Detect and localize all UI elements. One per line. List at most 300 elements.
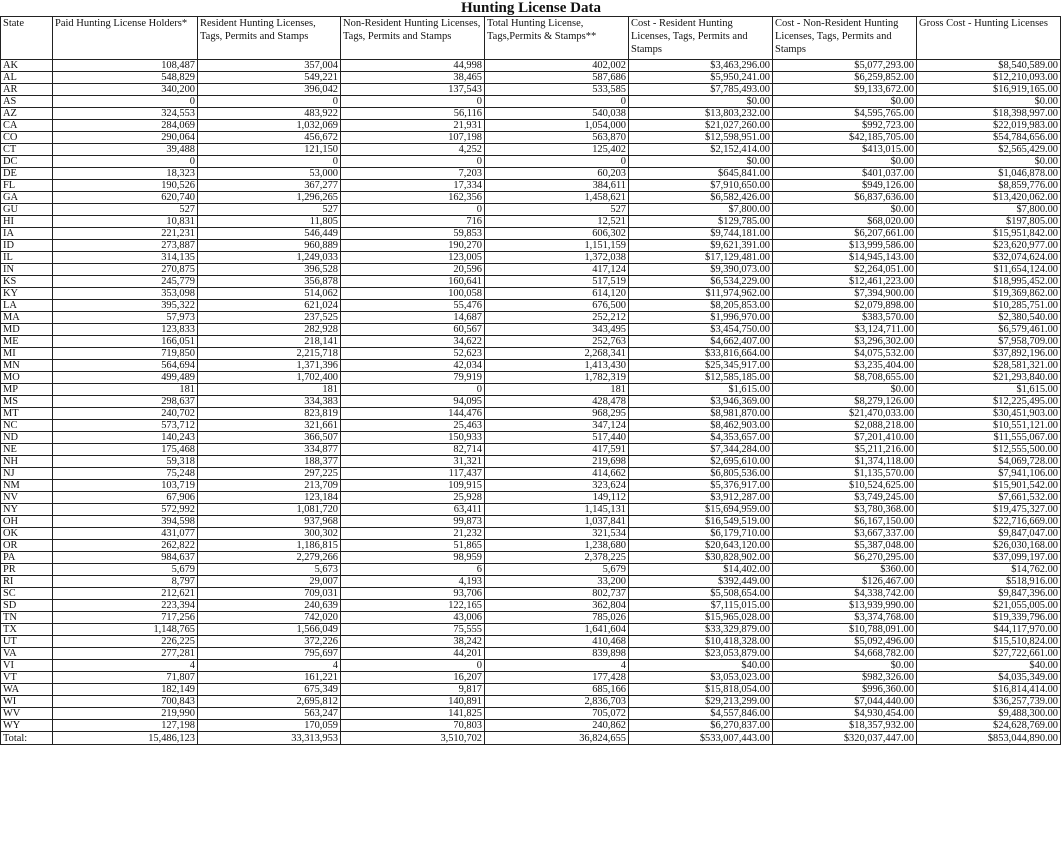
value-cell: $40.00 (917, 660, 1061, 672)
value-cell: 4 (485, 660, 629, 672)
value-cell: 75,248 (53, 468, 198, 480)
value-cell: $4,035,349.00 (917, 672, 1061, 684)
state-cell: NY (1, 504, 53, 516)
value-cell: $12,225,495.00 (917, 396, 1061, 408)
column-header: Non-Resident Hunting Licenses, Tags, Permits and Stamps (341, 17, 485, 60)
value-cell: 396,042 (198, 84, 341, 96)
state-cell: IA (1, 228, 53, 240)
value-cell: 237,525 (198, 312, 341, 324)
value-cell: 367,277 (198, 180, 341, 192)
value-cell: $7,785,493.00 (629, 84, 773, 96)
total-label: Total: (1, 732, 53, 745)
value-cell: $15,818,054.00 (629, 684, 773, 696)
value-cell: 109,915 (341, 480, 485, 492)
value-cell: 51,865 (341, 540, 485, 552)
value-cell: 2,695,812 (198, 696, 341, 708)
value-cell: $17,129,481.00 (629, 252, 773, 264)
value-cell: 1,032,069 (198, 120, 341, 132)
value-cell: $6,207,661.00 (773, 228, 917, 240)
table-row (1, 708, 1061, 720)
table-row (1, 168, 1061, 180)
column-header: Total Hunting License, Tags,Permits & Stamps** (485, 17, 629, 60)
value-cell: $14,762.00 (917, 564, 1061, 576)
value-cell: 16,207 (341, 672, 485, 684)
value-cell: $383,570.00 (773, 312, 917, 324)
value-cell: $21,055,005.00 (917, 600, 1061, 612)
value-cell: 177,428 (485, 672, 629, 684)
table-row (1, 300, 1061, 312)
value-cell: 716 (341, 216, 485, 228)
value-cell: $360.00 (773, 564, 917, 576)
value-cell: $13,420,062.00 (917, 192, 1061, 204)
value-cell: $36,257,739.00 (917, 696, 1061, 708)
value-cell: $4,353,657.00 (629, 432, 773, 444)
value-cell: 277,281 (53, 648, 198, 660)
state-cell: IL (1, 252, 53, 264)
state-cell: KY (1, 288, 53, 300)
value-cell: 514,062 (198, 288, 341, 300)
value-cell: $15,510,824.00 (917, 636, 1061, 648)
value-cell: 67,906 (53, 492, 198, 504)
value-cell: 572,992 (53, 504, 198, 516)
value-cell: $0.00 (629, 96, 773, 108)
value-cell: $2,565,429.00 (917, 144, 1061, 156)
value-cell: $7,344,284.00 (629, 444, 773, 456)
value-cell: $996,360.00 (773, 684, 917, 696)
value-cell: 166,051 (53, 336, 198, 348)
table-row (1, 528, 1061, 540)
value-cell: $33,329,879.00 (629, 624, 773, 636)
total-value-cell: 3,510,702 (341, 732, 485, 745)
value-cell: 34,622 (341, 336, 485, 348)
value-cell: 17,334 (341, 180, 485, 192)
value-cell: 0 (341, 384, 485, 396)
value-cell: 44,998 (341, 60, 485, 72)
state-cell: WI (1, 696, 53, 708)
value-cell: 300,302 (198, 528, 341, 540)
state-cell: DE (1, 168, 53, 180)
table-row (1, 228, 1061, 240)
value-cell: 59,853 (341, 228, 485, 240)
state-cell: WY (1, 720, 53, 732)
value-cell: 181 (53, 384, 198, 396)
value-cell: 709,031 (198, 588, 341, 600)
value-cell: $4,557,846.00 (629, 708, 773, 720)
state-cell: OR (1, 540, 53, 552)
value-cell: 122,165 (341, 600, 485, 612)
table-row (1, 588, 1061, 600)
state-cell: MA (1, 312, 53, 324)
value-cell: 1,186,815 (198, 540, 341, 552)
value-cell: $29,213,299.00 (629, 696, 773, 708)
value-cell: 314,135 (53, 252, 198, 264)
value-cell: 2,378,225 (485, 552, 629, 564)
value-cell: $21,293,840.00 (917, 372, 1061, 384)
value-cell: 0 (53, 156, 198, 168)
value-cell: $4,662,407.00 (629, 336, 773, 348)
value-cell: 362,804 (485, 600, 629, 612)
value-cell: $25,345,917.00 (629, 360, 773, 372)
value-cell: $21,027,260.00 (629, 120, 773, 132)
value-cell: $2,380,540.00 (917, 312, 1061, 324)
table-row (1, 384, 1061, 396)
value-cell: $3,463,296.00 (629, 60, 773, 72)
value-cell: 1,371,396 (198, 360, 341, 372)
value-cell: 705,072 (485, 708, 629, 720)
value-cell: 123,184 (198, 492, 341, 504)
value-cell: $5,092,496.00 (773, 636, 917, 648)
column-header: Cost - Non-Resident Hunting Licenses, Tags, Permits and Stamps (773, 17, 917, 60)
value-cell: 127,198 (53, 720, 198, 732)
value-cell: 107,198 (341, 132, 485, 144)
value-cell: 0 (485, 96, 629, 108)
state-cell: GA (1, 192, 53, 204)
value-cell: $24,628,769.00 (917, 720, 1061, 732)
value-cell: $3,912,287.00 (629, 492, 773, 504)
value-cell: 357,004 (198, 60, 341, 72)
value-cell: 2,279,266 (198, 552, 341, 564)
value-cell: $1,615.00 (917, 384, 1061, 396)
state-cell: CO (1, 132, 53, 144)
table-row (1, 336, 1061, 348)
table-row (1, 96, 1061, 108)
value-cell: $0.00 (917, 156, 1061, 168)
value-cell: 140,891 (341, 696, 485, 708)
value-cell: $0.00 (773, 384, 917, 396)
value-cell: $9,133,672.00 (773, 84, 917, 96)
value-cell: 0 (198, 156, 341, 168)
value-cell: 700,843 (53, 696, 198, 708)
value-cell: $2,152,414.00 (629, 144, 773, 156)
value-cell: 0 (485, 156, 629, 168)
value-cell: 2,215,718 (198, 348, 341, 360)
value-cell: $0.00 (773, 156, 917, 168)
value-cell: $197,805.00 (917, 216, 1061, 228)
value-cell: 75,555 (341, 624, 485, 636)
value-cell: $18,995,452.00 (917, 276, 1061, 288)
value-cell: 59,318 (53, 456, 198, 468)
state-cell: WV (1, 708, 53, 720)
value-cell: $5,376,917.00 (629, 480, 773, 492)
value-cell: $16,549,519.00 (629, 516, 773, 528)
value-cell: 742,020 (198, 612, 341, 624)
value-cell: $8,279,126.00 (773, 396, 917, 408)
table-row (1, 72, 1061, 84)
value-cell: 12,521 (485, 216, 629, 228)
value-cell: $42,185,705.00 (773, 132, 917, 144)
state-cell: NJ (1, 468, 53, 480)
value-cell: 410,468 (485, 636, 629, 648)
value-cell: 2,836,703 (485, 696, 629, 708)
value-cell: $23,053,879.00 (629, 648, 773, 660)
table-header-row (1, 17, 1061, 60)
value-cell: $16,919,165.00 (917, 84, 1061, 96)
value-cell: $30,451,903.00 (917, 408, 1061, 420)
value-cell: $7,394,900.00 (773, 288, 917, 300)
value-cell: 42,034 (341, 360, 485, 372)
table-row (1, 480, 1061, 492)
value-cell: $518,916.00 (917, 576, 1061, 588)
value-cell: 324,553 (53, 108, 198, 120)
value-cell: 21,931 (341, 120, 485, 132)
total-value-cell: $853,044,890.00 (917, 732, 1061, 745)
value-cell: 402,002 (485, 60, 629, 72)
value-cell: 60,203 (485, 168, 629, 180)
value-cell: 18,323 (53, 168, 198, 180)
value-cell: $3,235,404.00 (773, 360, 917, 372)
value-cell: $44,117,970.00 (917, 624, 1061, 636)
value-cell: 123,005 (341, 252, 485, 264)
value-cell: 103,719 (53, 480, 198, 492)
value-cell: $8,462,903.00 (629, 420, 773, 432)
value-cell: 1,413,430 (485, 360, 629, 372)
value-cell: $7,910,650.00 (629, 180, 773, 192)
value-cell: $2,695,610.00 (629, 456, 773, 468)
value-cell: $13,939,990.00 (773, 600, 917, 612)
value-cell: $33,816,664.00 (629, 348, 773, 360)
value-cell: $4,930,454.00 (773, 708, 917, 720)
value-cell: 1,702,400 (198, 372, 341, 384)
table-row (1, 516, 1061, 528)
table-row (1, 252, 1061, 264)
value-cell: 573,712 (53, 420, 198, 432)
value-cell: $8,981,870.00 (629, 408, 773, 420)
table-row (1, 624, 1061, 636)
value-cell: $3,124,711.00 (773, 324, 917, 336)
value-cell: 366,507 (198, 432, 341, 444)
value-cell: 1,151,159 (485, 240, 629, 252)
value-cell: 4,193 (341, 576, 485, 588)
value-cell: 298,637 (53, 396, 198, 408)
value-cell: $3,946,369.00 (629, 396, 773, 408)
total-value-cell: $533,007,443.00 (629, 732, 773, 745)
value-cell: 11,805 (198, 216, 341, 228)
state-cell: AR (1, 84, 53, 96)
column-header: Cost - Resident Hunting Licenses, Tags, Permits and Stamps (629, 17, 773, 60)
value-cell: $3,454,750.00 (629, 324, 773, 336)
value-cell: 795,697 (198, 648, 341, 660)
value-cell: $12,555,500.00 (917, 444, 1061, 456)
value-cell: $9,744,181.00 (629, 228, 773, 240)
value-cell: $37,892,196.00 (917, 348, 1061, 360)
total-value-cell: 15,486,123 (53, 732, 198, 745)
value-cell: 175,468 (53, 444, 198, 456)
state-cell: KS (1, 276, 53, 288)
value-cell: 4,252 (341, 144, 485, 156)
value-cell: 549,221 (198, 72, 341, 84)
value-cell: 614,120 (485, 288, 629, 300)
value-cell: $19,475,327.00 (917, 504, 1061, 516)
value-cell: $7,800.00 (917, 204, 1061, 216)
table-row (1, 420, 1061, 432)
value-cell: 38,242 (341, 636, 485, 648)
value-cell: $28,581,321.00 (917, 360, 1061, 372)
table-row (1, 156, 1061, 168)
state-cell: AS (1, 96, 53, 108)
value-cell: 5,673 (198, 564, 341, 576)
value-cell: $0.00 (629, 156, 773, 168)
value-cell: 323,624 (485, 480, 629, 492)
value-cell: 0 (341, 660, 485, 672)
value-cell: $18,398,997.00 (917, 108, 1061, 120)
value-cell: 417,124 (485, 264, 629, 276)
column-header: State (1, 17, 53, 60)
hunting-license-table (0, 16, 1061, 745)
table-row (1, 408, 1061, 420)
value-cell: 356,878 (198, 276, 341, 288)
value-cell: $4,069,728.00 (917, 456, 1061, 468)
value-cell: $1,996,970.00 (629, 312, 773, 324)
value-cell: $7,201,410.00 (773, 432, 917, 444)
value-cell: 121,150 (198, 144, 341, 156)
value-cell: 212,621 (53, 588, 198, 600)
state-cell: AK (1, 60, 53, 72)
value-cell: $11,555,067.00 (917, 432, 1061, 444)
table-row (1, 240, 1061, 252)
value-cell: 213,709 (198, 480, 341, 492)
value-cell: 414,662 (485, 468, 629, 480)
value-cell: 340,200 (53, 84, 198, 96)
state-cell: VT (1, 672, 53, 684)
value-cell: $15,965,028.00 (629, 612, 773, 624)
value-cell: 161,221 (198, 672, 341, 684)
value-cell: $6,582,426.00 (629, 192, 773, 204)
state-cell: NV (1, 492, 53, 504)
value-cell: 25,463 (341, 420, 485, 432)
value-cell: $10,551,121.00 (917, 420, 1061, 432)
value-cell: $0.00 (917, 96, 1061, 108)
value-cell: $11,974,962.00 (629, 288, 773, 300)
value-cell: 43,006 (341, 612, 485, 624)
value-cell: $7,800.00 (629, 204, 773, 216)
value-cell: $4,075,532.00 (773, 348, 917, 360)
state-cell: OH (1, 516, 53, 528)
table-row (1, 444, 1061, 456)
state-cell: OK (1, 528, 53, 540)
value-cell: 396,528 (198, 264, 341, 276)
value-cell: $14,945,143.00 (773, 252, 917, 264)
value-cell: 252,763 (485, 336, 629, 348)
value-cell: $4,668,782.00 (773, 648, 917, 660)
value-cell: 240,639 (198, 600, 341, 612)
table-row (1, 432, 1061, 444)
table-row (1, 288, 1061, 300)
value-cell: 270,875 (53, 264, 198, 276)
state-cell: WA (1, 684, 53, 696)
state-cell: NH (1, 456, 53, 468)
value-cell: 117,437 (341, 468, 485, 480)
state-cell: AZ (1, 108, 53, 120)
value-cell: $9,621,391.00 (629, 240, 773, 252)
value-cell: 1,238,680 (485, 540, 629, 552)
value-cell: 321,661 (198, 420, 341, 432)
state-cell: TN (1, 612, 53, 624)
table-row (1, 600, 1061, 612)
state-cell: CA (1, 120, 53, 132)
table-row (1, 540, 1061, 552)
value-cell: 1,372,038 (485, 252, 629, 264)
value-cell: $392,449.00 (629, 576, 773, 588)
value-cell: 5,679 (485, 564, 629, 576)
value-cell: 94,095 (341, 396, 485, 408)
value-cell: 150,933 (341, 432, 485, 444)
value-cell: 1,249,033 (198, 252, 341, 264)
value-cell: 839,898 (485, 648, 629, 660)
state-cell: VA (1, 648, 53, 660)
value-cell: $8,708,655.00 (773, 372, 917, 384)
value-cell: 1,081,720 (198, 504, 341, 516)
value-cell: 219,990 (53, 708, 198, 720)
value-cell: $15,901,542.00 (917, 480, 1061, 492)
table-row (1, 312, 1061, 324)
state-cell: MT (1, 408, 53, 420)
state-cell: CT (1, 144, 53, 156)
value-cell: 262,822 (53, 540, 198, 552)
value-cell: 960,889 (198, 240, 341, 252)
page-title: Hunting License Data (460, 0, 601, 16)
value-cell: 334,877 (198, 444, 341, 456)
value-cell: 181 (485, 384, 629, 396)
value-cell: $0.00 (773, 96, 917, 108)
state-cell: PR (1, 564, 53, 576)
value-cell: $949,126.00 (773, 180, 917, 192)
value-cell: $15,951,842.00 (917, 228, 1061, 240)
value-cell: $7,941,106.00 (917, 468, 1061, 480)
value-cell: $40.00 (629, 660, 773, 672)
value-cell: 527 (53, 204, 198, 216)
table-row (1, 324, 1061, 336)
value-cell: $18,357,932.00 (773, 720, 917, 732)
value-cell: $4,338,742.00 (773, 588, 917, 600)
value-cell: 14,687 (341, 312, 485, 324)
table-row (1, 636, 1061, 648)
value-cell: 1,148,765 (53, 624, 198, 636)
table-row (1, 684, 1061, 696)
value-cell: 1,145,131 (485, 504, 629, 516)
value-cell: $11,654,124.00 (917, 264, 1061, 276)
value-cell: 29,007 (198, 576, 341, 588)
value-cell: 517,519 (485, 276, 629, 288)
value-cell: 39,488 (53, 144, 198, 156)
value-cell: 273,887 (53, 240, 198, 252)
value-cell: $27,722,661.00 (917, 648, 1061, 660)
value-cell: 1,458,621 (485, 192, 629, 204)
state-cell: UT (1, 636, 53, 648)
value-cell: 25,928 (341, 492, 485, 504)
table-row (1, 552, 1061, 564)
state-cell: IN (1, 264, 53, 276)
state-cell: NC (1, 420, 53, 432)
value-cell: $5,077,293.00 (773, 60, 917, 72)
table-row (1, 576, 1061, 588)
value-cell: 98,959 (341, 552, 485, 564)
value-cell: 188,377 (198, 456, 341, 468)
value-cell: 540,038 (485, 108, 629, 120)
value-cell: $6,837,636.00 (773, 192, 917, 204)
value-cell: $0.00 (773, 660, 917, 672)
value-cell: $16,814,414.00 (917, 684, 1061, 696)
value-cell: 219,698 (485, 456, 629, 468)
value-cell: 10,831 (53, 216, 198, 228)
state-cell: RI (1, 576, 53, 588)
table-row (1, 216, 1061, 228)
value-cell: 372,226 (198, 636, 341, 648)
value-cell: 1,296,265 (198, 192, 341, 204)
value-cell: $6,579,461.00 (917, 324, 1061, 336)
value-cell: $7,115,015.00 (629, 600, 773, 612)
value-cell: 63,411 (341, 504, 485, 516)
value-cell: 517,440 (485, 432, 629, 444)
